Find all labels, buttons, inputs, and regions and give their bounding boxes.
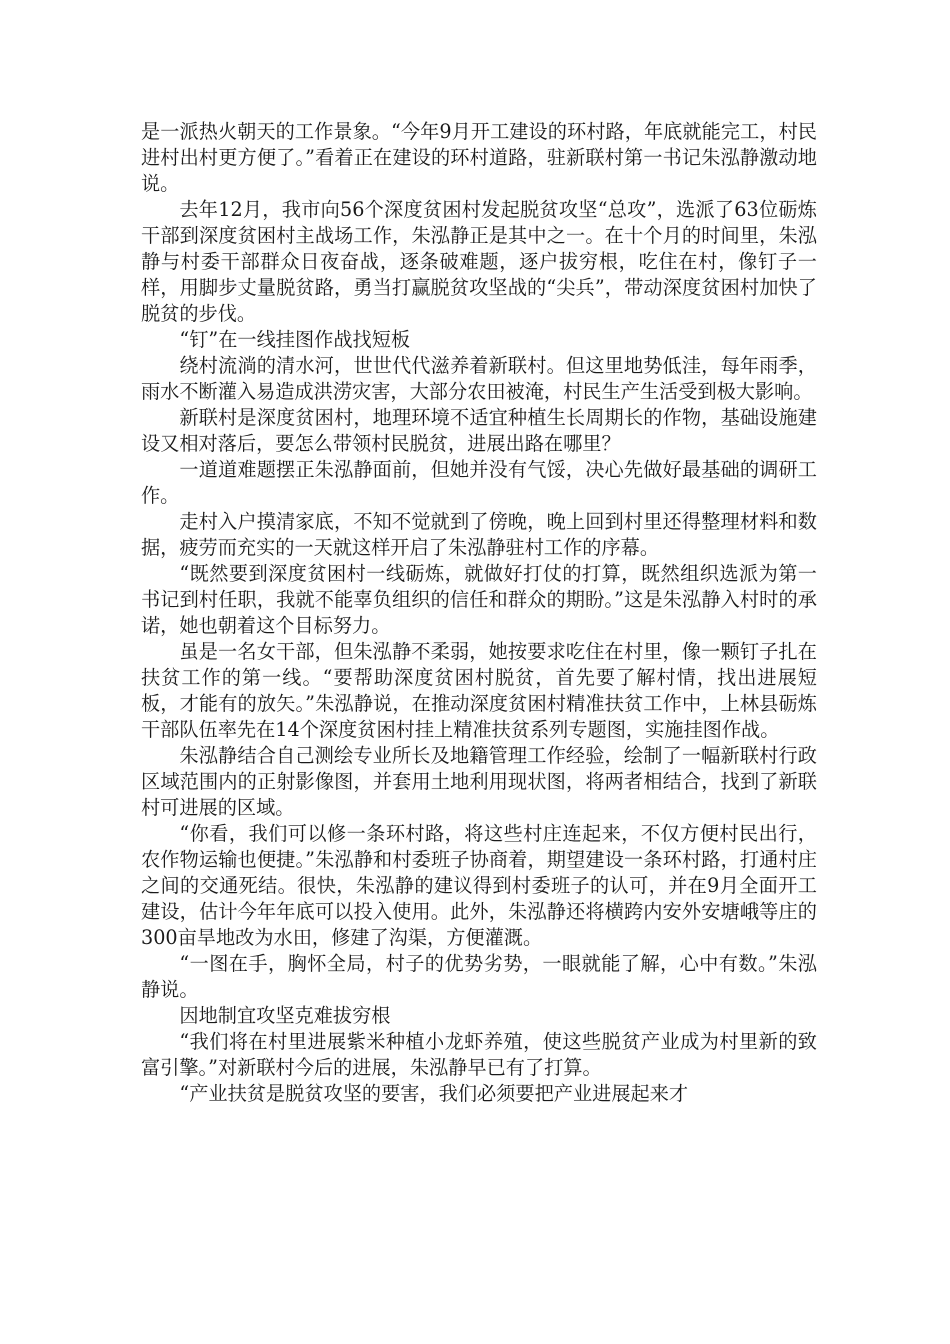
- paragraph: 新联村是深度贫困村，地理环境不适宜种植生长周期长的作物，基础设施建设又相对落后，要怎么带领村民脱贫，进展出路在哪里？: [141, 406, 817, 455]
- paragraph: 是一派热火朝天的工作景象。“今年9月开工建设的环村路，年底就能完工，村民进村出村更方便了。”看着正在建设的环村道路，驻新联村第一书记朱泓静激动地说。: [141, 120, 817, 195]
- paragraph: 绕村流淌的清水河，世世代代滋养着新联村。但这里地势低洼，每年雨季，雨水不断灌入易造成洪涝灾害，大部分农田被淹，村民生产生活受到极大影响。: [141, 354, 817, 403]
- section-heading: “钉”在一线挂图作战找短板: [179, 328, 411, 351]
- paragraph: 走村入户摸清家底，不知不觉就到了傍晚，晚上回到村里还得整理材料和数据，疲劳而充实的一天就这样开启了朱泓静驻村工作的序幕。: [141, 510, 817, 559]
- document-body: [141, 119, 817, 1107]
- paragraph: “产业扶贫是脱贫攻坚的要害，我们必须要把产业进展起来才: [179, 1082, 689, 1105]
- paragraph: 去年12月，我市向56个深度贫困村发起脱贫攻坚“总攻”，选派了63位砺炼干部到深度贫困村主战场工作，朱泓静正是其中之一。在十个月的时间里，朱泓静与村委干部群众日夜奋战，逐条破难题，逐户拔穷根，吃住在村，像钉子一样，用脚步丈量脱贫路，勇当打赢脱贫攻坚战的“尖兵”，带动深度贫困村加快了脱贫的步伐。: [141, 198, 817, 325]
- paragraph: “我们将在村里进展紫米种植小龙虾养殖，使这些脱贫产业成为村里新的致富引擎。”对新联村今后的进展，朱泓静早已有了打算。: [141, 1030, 817, 1079]
- paragraph: “一图在手，胸怀全局，村子的优势劣势，一眼就能了解，心中有数。”朱泓静说。: [141, 952, 817, 1001]
- paragraph: 虽是一名女干部，但朱泓静不柔弱，她按要求吃住在村里，像一颗钉子扎在扶贫工作的第一线。“要帮助深度贫困村脱贫，首先要了解村情，找出进展短板，才能有的放矢。”朱泓静说，在推动深度贫困村精准扶贫工作中，上林县砺炼干部队伍率先在14个深度贫困村挂上精准扶贫系列专题图，实施挂图作战。: [141, 640, 817, 741]
- paragraph: “你看，我们可以修一条环村路，将这些村庄连起来，不仅方便村民出行，农作物运输也便捷。”朱泓静和村委班子协商着，期望建设一条环村路，打通村庄之间的交通死结。很快，朱泓静的建议得到村委班子的认可，并在9月全面开工建设，估计今年年底可以投入使用。此外，朱泓静还将横跨内安外安塘峨等庄的300亩旱地改为水田，修建了沟渠，方便灌溉。: [141, 822, 817, 949]
- paragraph: 一道道难题摆正朱泓静面前，但她并没有气馁，决心先做好最基础的调研工作。: [141, 458, 817, 507]
- section-heading: 因地制宜攻坚克难拔穷根: [179, 1004, 391, 1027]
- paragraph: “既然要到深度贫困村一线砺炼，就做好打仗的打算，既然组织选派为第一书记到村任职，我就不能辜负组织的信任和群众的期盼。”这是朱泓静入村时的承诺，她也朝着这个目标努力。: [141, 562, 817, 637]
- paragraph: 朱泓静结合自己测绘专业所长及地籍管理工作经验，绘制了一幅新联村行政区域范围内的正射影像图，并套用土地利用现状图，将两者相结合，找到了新联村可进展的区域。: [141, 744, 817, 819]
